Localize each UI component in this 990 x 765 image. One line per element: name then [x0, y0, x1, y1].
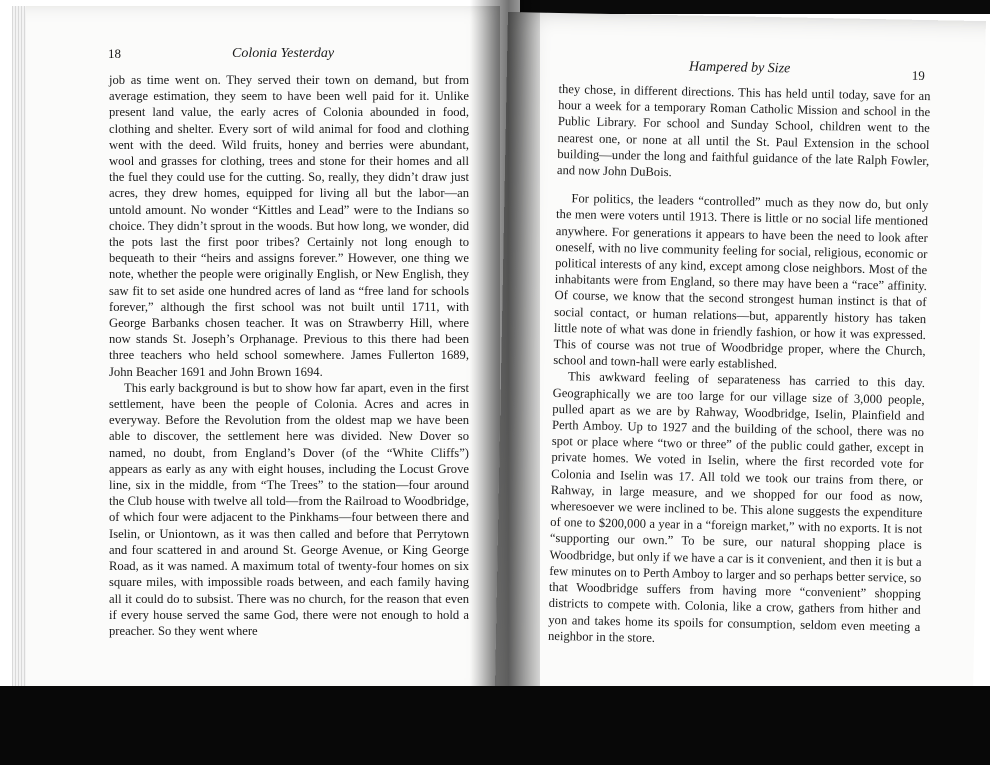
book-gutter-shadow: [470, 0, 540, 700]
paragraph: This awkward feeling of separateness has carried to this day. Geographically we are too large for our village size of 3,000 people, pulled apart as we are by Rahway, Woodbridge, Iselin, Plainfield and Perth Amboy. Up to 1927 and the building of the school, there was no spot or place where “two or three” of the public could gather, except in private homes. We voted in Iselin, where the first recorded vote for Colonia and Iselin was 17. All told we took our trains from there, or Rahway, in large measure, and we shopped for our food as now, wheresoever we were inclined to be. This alone suggests the expenditure of one to $200,000 a year in a “foreign market,” with no exports. It is not “supporting our own.” To be sure, our natural shopping place is Woodbridge, but only if we have a car is it convenient, and then it is but a few minutes on to Perth Amboy to larger and so perhaps better service, so that Woodbridge suffers from having more “convenient” shopping districts to compete with. Colonia, like a crow, gathers from hither and yon and takes home its spoils for consumption, seldom even meeting a neighbor in the store.: [547, 369, 926, 645]
paragraph: For politics, the leaders “controlled” much as they now do, but only the men were voters until 1913. There is little or no social life mentioned anywhere. For generations it appears to have been the need to look after oneself, with no live community feeling for social, religious, economic or political interests of any kind, except among close neighbors. Most of the inhabitants were from England, so there may have been a “race” affinity. Of course, we know that the second strongest human instinct is that of social contact, or human relations—but, apparently history has taken little note of what was done in friendly fashion, or how it was expressed. This of course was not true of Woodbridge proper, where the Church, school and town-hall were early established.: [553, 191, 929, 372]
left-page: [12, 6, 500, 696]
page-edges: [12, 6, 26, 696]
paragraph: they chose, in different directions. This has held until today, save for an hour a week for a temporary Roman Catholic Mission and school in the Public Library. For school and Sunday School, children went to the nearest one, or none at all until the St. Paul Extension in the school building—under the long and faithful guidance of the late Ralph Fowler, and now John DuBois.: [556, 81, 931, 180]
paragraph: job as time went on. They served their town on demand, but from average estimation, they seem to have been well paid for it. Unlike present land value, the early acres of Colonia abounded in food, clothing and shelter. Every sort of wild animal for food and clothing went with the deed. Wild fruits, honey and berries were abundant, wool and grasses for clothing, trees and stone for their homes and all the fuel they could use for the cutting. So, really, they didn’t draw just acres, they drew homes, equipped for living all but the labor—an untold amount. No wonder “Kittles and Lead” were to the Indians so choice. They didn’t sprout in the woods. But how long, we wonder, did the pots last the first poor tribes? Certainly not long enough to bequeath to their “heirs and assigns forever.” However, one thing we note, whether the people were originally English, or New English, they saw fit to set aside one hundred acres of land as “free land for schools forever,” although the first school was not built until 1711, with George Barbanks chosen teacher. It was on Strawberry Hill, where now stands St. Joseph’s Orphanage. Previous to this there had been three teachers who held school somewhere. James Fullerton 1689, John Beacher 1691 and John Brown 1694.: [109, 73, 469, 379]
left-page-body: [109, 72, 469, 639]
left-page-number: 18: [108, 46, 121, 61]
right-page-body: [548, 81, 931, 651]
paragraph: This early background is but to show how far apart, even in the first settlement, have been the people of Colonia. Acres and acres in everyway. Before the Revolution from the oldest map we have been able to discover, the settlement here was divided. New Dover so named, no doubt, from England’s Dover (of the “White Cliffs”) appears as early as any with eight houses, including the Locust Grove line, six in the middle, from “The Trees” to the station—four around the Club house with twelve all told—from the Railroad to Woodbridge, of which four were adjacent to the Pinkhams—four between there and Iselin, or Uniontown, as it was then called and before that Perrytown and four scattered in and around St. George Avenue, or King George Road, as it was named. A maximum total of twenty-four homes on six square miles, with impossible roads between, and each family having all it could do to subsist. There was no church, for the reason that even if every house served the same God, there were not enough to hold a preacher. So they went where: [109, 380, 469, 638]
scan-border-bottom: [0, 686, 990, 765]
right-running-head: Hampered by Size: [688, 59, 791, 77]
right-page: [495, 12, 986, 711]
left-running-head: Colonia Yesterday: [232, 46, 335, 61]
right-page-number: 19: [911, 67, 926, 84]
scan-border-top: [520, 0, 990, 14]
